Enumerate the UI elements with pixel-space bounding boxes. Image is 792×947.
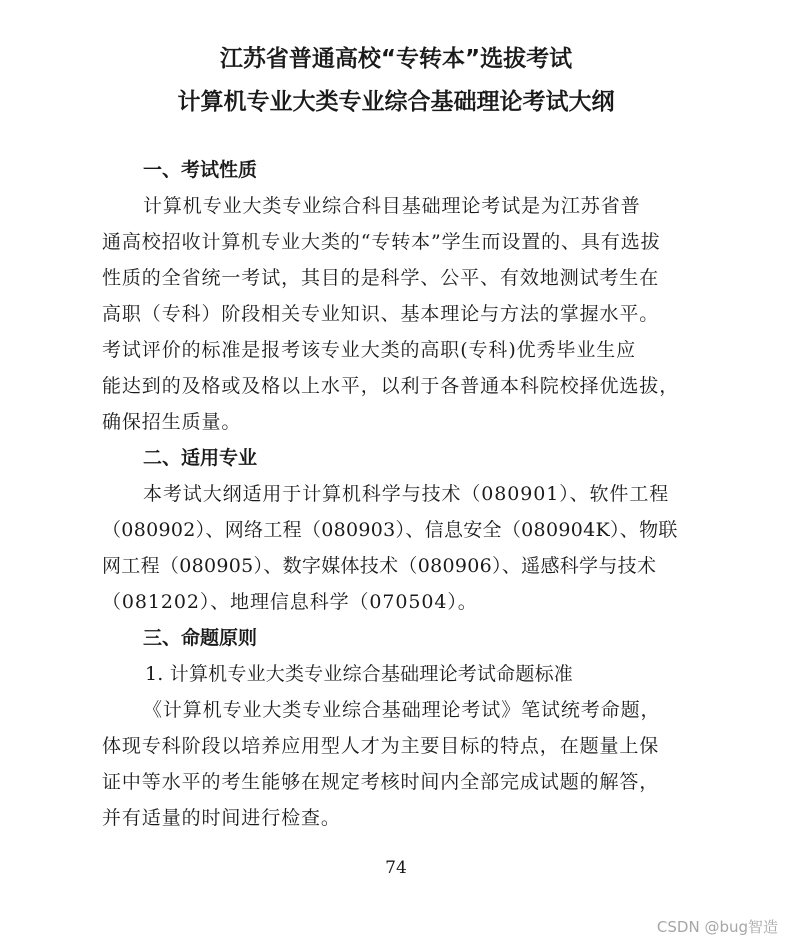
paragraph-line: 并有适量的时间进行检查。 bbox=[102, 807, 341, 829]
paragraph-line: 体现专科阶段以培养应用型人才为主要目标的特点，在题量上保 bbox=[102, 735, 660, 757]
paragraph-line: 网工程（080905）、数字媒体技术（080906）、遥感科学与技术 bbox=[102, 555, 657, 577]
section-heading-nature: 一、考试性质 bbox=[143, 159, 258, 181]
paragraph-line: 通高校招收计算机专业大类的“专转本”学生而设置的、具有选拔 bbox=[102, 231, 661, 253]
paragraph-line: 考试评价的标准是报考该专业大类的高职(专科)优秀毕业生应 bbox=[102, 339, 637, 361]
watermark: CSDN @bug智造 bbox=[656, 918, 778, 936]
paragraph-line: 本考试大纲适用于计算机科学与技术（080901）、软件工程 bbox=[143, 483, 670, 505]
paragraph-line: （080902）、网络工程（080903）、信息安全（080904K）、物联 bbox=[102, 519, 678, 541]
document-title-line-1: 江苏省普通高校“专转本”选拔考试 bbox=[219, 46, 573, 72]
paragraph-line: 高职（专科）阶段相关专业知识、基本理论与方法的掌握水平。 bbox=[102, 303, 660, 325]
document-title-line-2: 计算机专业大类专业综合基础理论考试大纲 bbox=[177, 89, 615, 115]
section-heading-principles: 三、命题原则 bbox=[143, 627, 258, 649]
paragraph-line: 能达到的及格或及格以上水平，以利于各普通本科院校择优选拔， bbox=[102, 375, 680, 397]
paragraph-line: 证中等水平的考生能够在规定考核时间内全部完成试题的解答， bbox=[102, 771, 660, 793]
paragraph-line: 《计算机专业大类专业综合基础理论考试》笔试统考命题， bbox=[143, 699, 661, 721]
page-number: 74 bbox=[385, 858, 407, 878]
paragraph-line: 计算机专业大类专业综合科目基础理论考试是为江苏省普 bbox=[143, 195, 641, 217]
paragraph-line: （081202）、地理信息科学（070504）。 bbox=[102, 591, 478, 613]
section-heading-majors: 二、适用专业 bbox=[143, 447, 258, 469]
paragraph-line: 性质的全省统一考试，其目的是科学、公平、有效地测试考生在 bbox=[102, 267, 660, 289]
subsection-heading: 1. 计算机专业大类专业综合基础理论考试命题标准 bbox=[145, 663, 573, 685]
paragraph-line: 确保招生质量。 bbox=[102, 411, 242, 433]
